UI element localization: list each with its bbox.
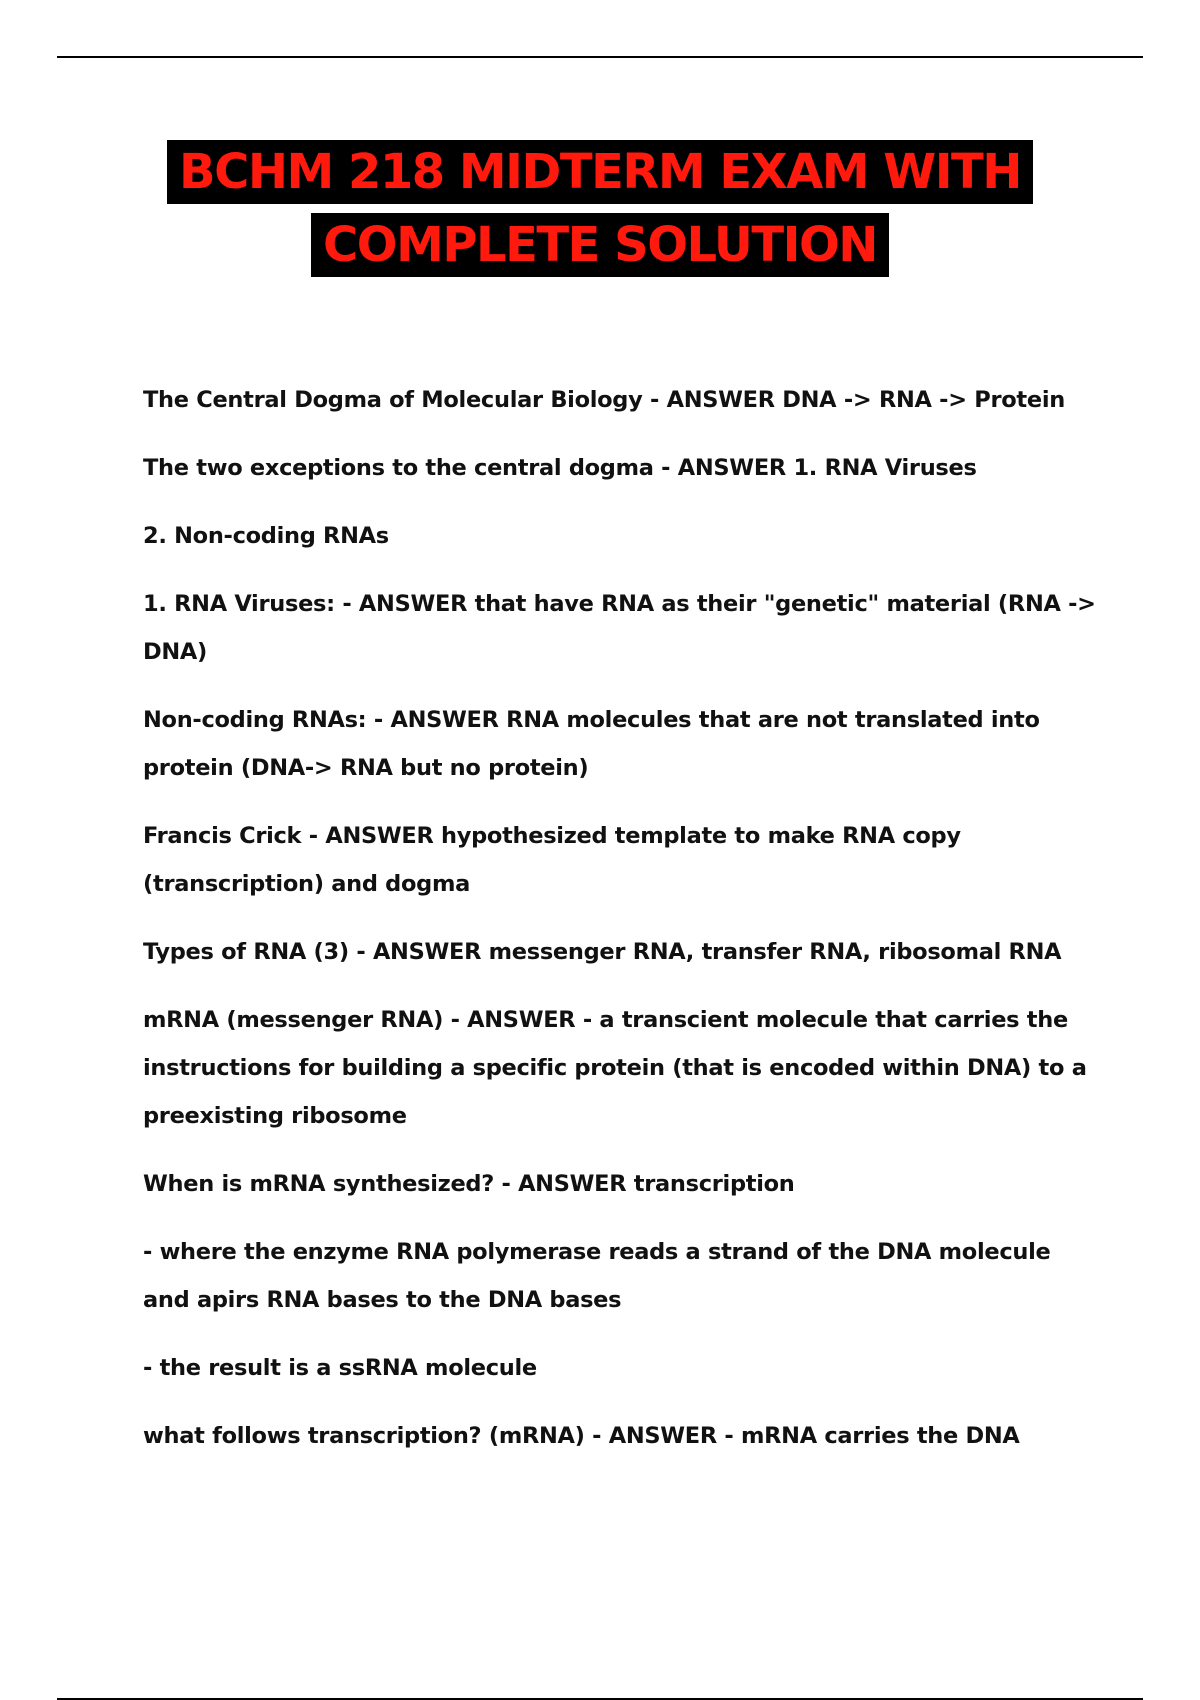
document-body <box>143 376 1103 1480</box>
paragraph-rna-polymerase: - where the enzyme RNA polymerase reads a strand of the DNA molecule and apirs RNA bases to the DNA bases <box>143 1239 1051 1313</box>
paragraph-rna-viruses: 1. RNA Viruses: - ANSWER that have RNA as their "genetic" material (RNA -> DNA) <box>143 591 1096 665</box>
top-rule <box>57 56 1143 58</box>
document-title <box>0 140 1200 277</box>
paragraph-francis-crick: Francis Crick - ANSWER hypothesized template to make RNA copy (transcription) and dogma <box>143 823 961 897</box>
paragraph-non-coding-item: 2. Non-coding RNAs <box>143 523 389 549</box>
paragraph-ssrna-result: - the result is a ssRNA molecule <box>143 1355 537 1381</box>
paragraph-after-transcription: what follows transcription? (mRNA) - ANSWER - mRNA carries the DNA <box>143 1423 1020 1449</box>
paragraph-mrna-synthesized: When is mRNA synthesized? - ANSWER transcription <box>143 1171 795 1197</box>
paragraph-central-dogma: The Central Dogma of Molecular Biology - ANSWER DNA -> RNA -> Protein <box>143 387 1065 413</box>
title-line-1: BCHM 218 MIDTERM EXAM WITH <box>167 140 1033 204</box>
paragraph-types-of-rna: Types of RNA (3) - ANSWER messenger RNA, transfer RNA, ribosomal RNA <box>143 939 1062 965</box>
paragraph-mrna: mRNA (messenger RNA) - ANSWER - a transcient molecule that carries the instructions for building a specific protein (that is encoded within DNA) to a preexisting ribosome <box>143 1007 1087 1129</box>
paragraph-non-coding-rnas: Non-coding RNAs: - ANSWER RNA molecules that are not translated into protein (DNA-> RNA but no protein) <box>143 707 1040 781</box>
title-line-2: COMPLETE SOLUTION <box>311 213 889 277</box>
paragraph-exceptions: The two exceptions to the central dogma - ANSWER 1. RNA Viruses <box>143 455 977 481</box>
